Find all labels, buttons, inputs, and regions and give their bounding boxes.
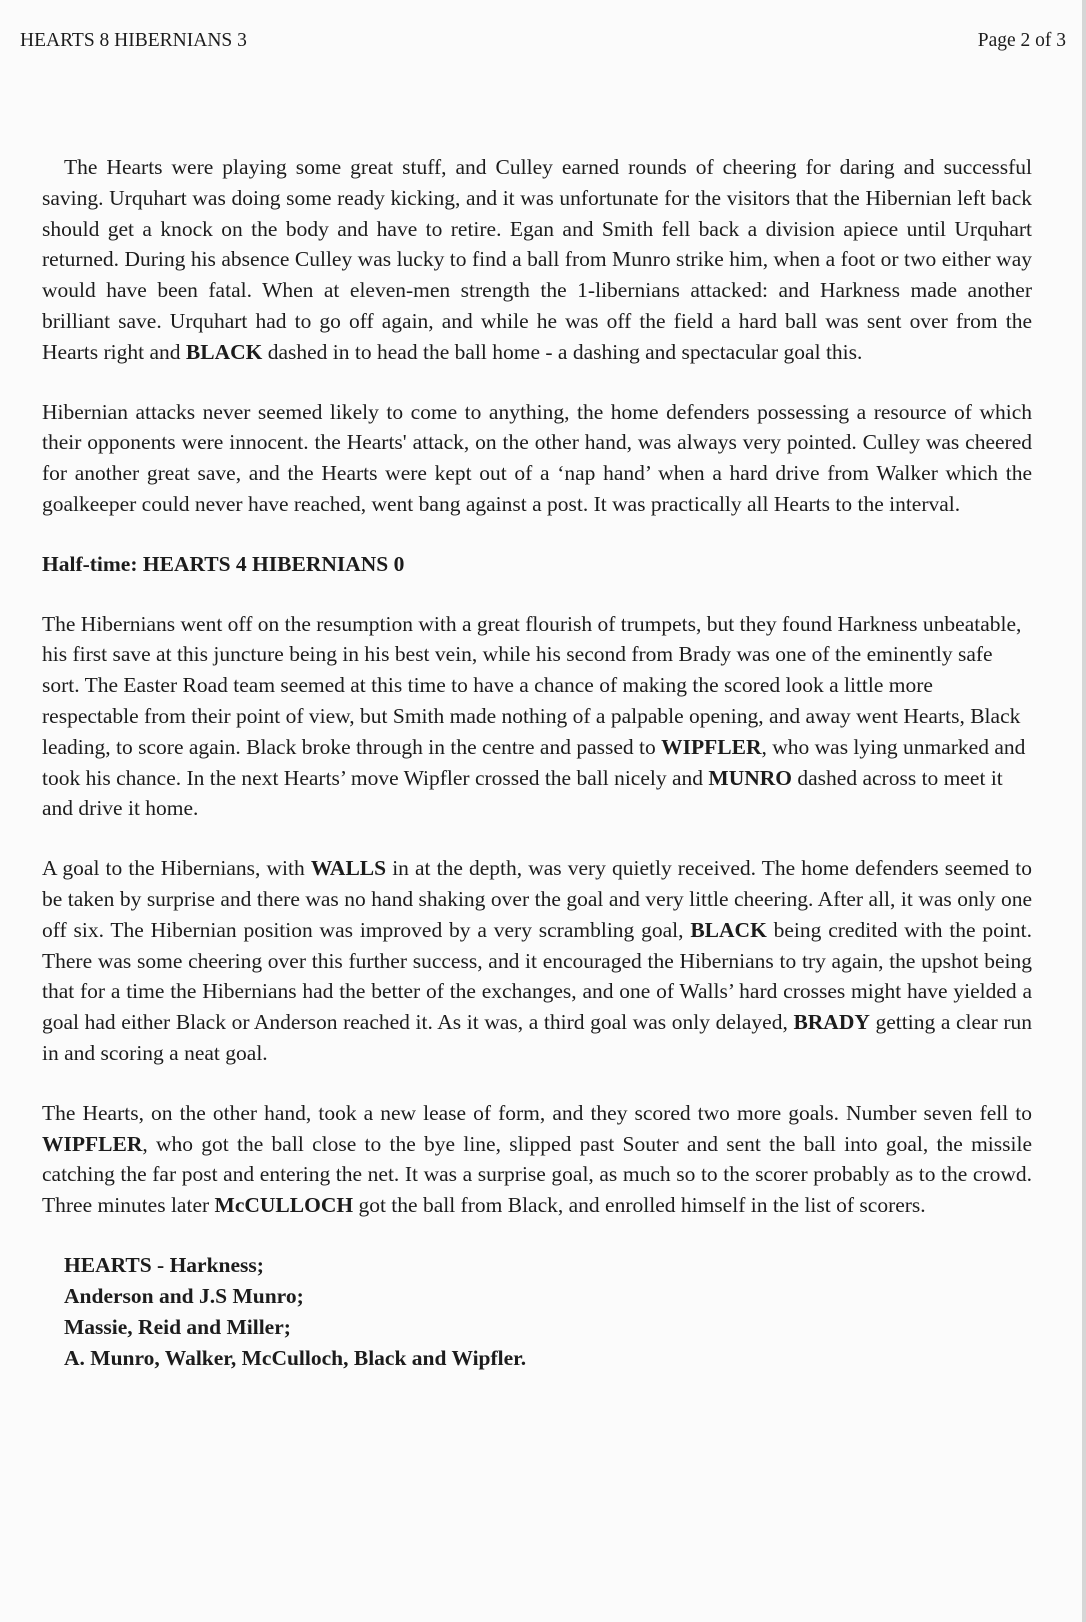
document-body bbox=[42, 152, 1032, 1374]
scorer-name: WIPFLER bbox=[661, 734, 762, 759]
paragraph-4: A goal to the Hibernians, with WALLS in at the depth, was very quietly received. The home defenders seemed to be taken by surprise and there was no hand shaking over the goal and very little cheering. After all, it was only one off six. The Hibernian position was improved by a very scrambling goal, BLACK being credited with the point. There was some cheering over this further success, and it encouraged the Hibernians to try again, the upshot being that for a time the Hibernians had the better of the exchanges, and one of Walls’ hard crosses might have yielded a goal had either Black or Anderson reached it. As it was, a third goal was only delayed, BRADY getting a clear run in and scoring a neat goal. bbox=[42, 856, 1032, 1065]
scorer-name: MUNRO bbox=[708, 765, 793, 790]
lineup-line: A. Munro, Walker, McCulloch, Black and Wipfler. bbox=[64, 1345, 527, 1370]
scorer-name: WIPFLER bbox=[42, 1131, 143, 1156]
page-header bbox=[20, 30, 1066, 62]
paragraph-2: Hibernian attacks never seemed likely to come to anything, the home defenders possessing a resource of which their opponents were innocent. the Hearts' attack, on the other hand, was always very pointed. Culley was cheered for another great save, and the Hearts were kept out of a ‘nap hand’ when a hard drive from Walker which the goalkeeper could never have reached, went bang against a post. It was practically all Hearts to the interval. bbox=[42, 399, 1032, 516]
paragraph-3: The Hibernians went off on the resumption with a great flourish of trumpets, but they found Harkness unbeatable, his first save at this juncture being in his best vein, while his second from Brady was one of the eminently safe sort. The Easter Road team seemed at this time to have a chance of making the scored look a little more respectable from their point of view, but Smith made nothing of a palpable opening, and away went Hearts, Black leading, to score again. Black broke through in the centre and passed to WIPFLER, who was lying unmarked and took his chance. In the next Hearts’ move Wipfler crossed the ball nicely and MUNRO dashed across to meet it and drive it home. bbox=[42, 611, 1026, 821]
paragraph-1: The Hearts were playing some great stuff, and Culley earned rounds of cheering for daring and successful saving. Urquhart was doing some ready kicking, and it was unfortunate for the visitors that the Hibernian left back should get a knock on the body and have to retire. Egan and Smith fell back a division apiece until Urquhart returned. During his absence Culley was lucky to find a ball from Munro strike him, when a foot or two either way would have been fatal. When at eleven-men strength the 1-libernians attacked: and Harkness made another brilliant save. Urquhart had to go off again, and while he was off the field a hard ball was sent over from the Hearts right and BLACK dashed in to head the ball home - a dashing and spectacular goal this. bbox=[42, 155, 1032, 364]
scorer-name: BRADY bbox=[793, 1010, 870, 1035]
lineup-line: Massie, Reid and Miller; bbox=[64, 1314, 291, 1339]
team-lineup bbox=[64, 1250, 1032, 1374]
scorer-name: McCULLOCH bbox=[214, 1193, 354, 1218]
document-title: HEARTS 8 HIBERNIANS 3 bbox=[20, 30, 247, 51]
lineup-line: HEARTS - Harkness; bbox=[64, 1252, 264, 1277]
paragraph-5: The Hearts, on the other hand, took a new lease of form, and they scored two more goals. Number seven fell to WIPFLER, who got the ball close to the bye line, slipped past Souter and sent the ball into goal, the missile catching the far post and entering the net. It was a surprise goal, as much so to the scorer probably as to the crowd. Three minutes later McCULLOCH got the ball from Black, and enrolled himself in the list of scorers. bbox=[42, 1100, 1032, 1218]
scorer-name: BLACK bbox=[185, 339, 263, 364]
page-number: Page 2 of 3 bbox=[977, 30, 1066, 51]
scorer-name: WALLS bbox=[310, 856, 387, 881]
lineup-line: Anderson and J.S Munro; bbox=[64, 1283, 304, 1308]
halftime-heading: Half-time: HEARTS 4 HIBERNIANS 0 bbox=[42, 551, 405, 576]
scan-edge bbox=[1082, 0, 1086, 1622]
scorer-name: BLACK bbox=[690, 917, 767, 942]
